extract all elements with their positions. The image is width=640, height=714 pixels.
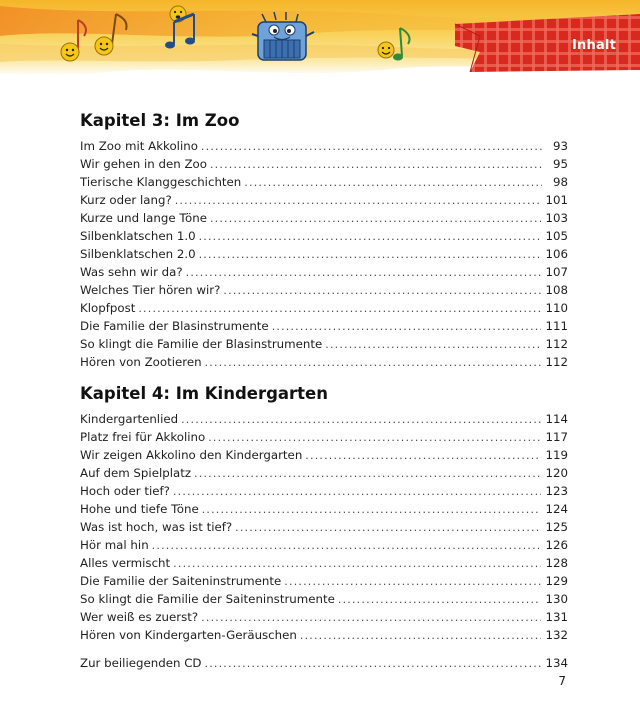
toc-entry-page: 134 — [545, 656, 568, 670]
toc-entry[interactable] — [80, 590, 568, 608]
toc-entry-page: 93 — [552, 139, 568, 153]
toc-list — [80, 137, 568, 371]
leader-dots — [138, 300, 541, 318]
leader-dots — [201, 609, 541, 627]
toc-entry[interactable] — [80, 299, 568, 317]
toc-entry-title: Kurz oder lang? — [80, 193, 172, 207]
toc-entry-title: Welches Tier hören wir? — [80, 283, 221, 297]
toc-entry[interactable] — [80, 608, 568, 626]
toc-entry-page: 107 — [545, 265, 568, 279]
toc-entry[interactable] — [80, 191, 568, 209]
toc-entry-page: 130 — [545, 592, 568, 606]
toc-entry[interactable] — [80, 263, 568, 281]
toc-entry[interactable] — [80, 209, 568, 227]
leader-dots — [325, 336, 541, 354]
leader-dots — [194, 465, 541, 483]
toc-entry[interactable] — [80, 137, 568, 155]
toc-entry[interactable] — [80, 464, 568, 482]
toc-entry-title: Platz frei für Akkolino — [80, 430, 206, 444]
table-of-contents — [80, 108, 568, 672]
chapter-3-section — [80, 108, 568, 371]
toc-entry-title: Hoch oder tief? — [80, 484, 170, 498]
toc-entry-page: 123 — [545, 484, 568, 498]
leader-dots — [244, 174, 542, 192]
leader-dots — [300, 627, 542, 645]
toc-entry-page: 103 — [545, 211, 568, 225]
toc-entry[interactable] — [80, 518, 568, 536]
chapter-title: Kapitel 3: Im Zoo — [80, 111, 240, 130]
toc-entry-page: 111 — [545, 319, 568, 333]
toc-entry[interactable] — [80, 317, 568, 335]
toc-entry[interactable] — [80, 335, 568, 353]
toc-entry-page: 126 — [545, 538, 568, 552]
toc-entry-title: So klingt die Familie der Blasinstrumente — [80, 337, 323, 351]
toc-entry-title: Hören von Kindergarten-Geräuschen — [80, 628, 297, 642]
toc-entry-page: 119 — [545, 448, 568, 462]
leader-dots — [338, 591, 542, 609]
toc-entry-page: 124 — [545, 502, 568, 516]
toc-entry-title: Im Zoo mit Akkolino — [80, 139, 198, 153]
chapter-title: Kapitel 4: Im Kindergarten — [80, 384, 328, 403]
toc-entry-page: 110 — [545, 301, 568, 315]
toc-entry-title: Tierische Klanggeschichten — [80, 175, 242, 189]
toc-entry[interactable] — [80, 410, 568, 428]
leader-dots — [173, 555, 541, 573]
toc-entry-title: Wir zeigen Akkolino den Kindergarten — [80, 448, 303, 462]
toc-entry-page: 125 — [545, 520, 568, 534]
toc-entry-title: Silbenklatschen 1.0 — [80, 229, 196, 243]
toc-entry[interactable] — [80, 353, 568, 371]
toc-entry-page: 105 — [545, 229, 568, 243]
chapter-4-section — [80, 381, 568, 644]
leader-dots — [175, 192, 542, 210]
toc-entry-title: Die Familie der Saiteninstrumente — [80, 574, 282, 588]
leader-dots — [208, 429, 541, 447]
toc-entry-title: So klingt die Familie der Saiteninstrumente — [80, 592, 335, 606]
toc-entry[interactable] — [80, 482, 568, 500]
toc-entry[interactable] — [80, 428, 568, 446]
leader-dots — [173, 483, 542, 501]
header-banner — [0, 0, 640, 82]
toc-entry[interactable] — [80, 572, 568, 590]
toc-entry[interactable] — [80, 245, 568, 263]
leader-dots — [181, 411, 541, 429]
toc-entry-title: Was ist hoch, was ist tief? — [80, 520, 233, 534]
toc-entry-title: Hören von Zootieren — [80, 355, 202, 369]
leader-dots — [201, 138, 542, 156]
section-tab-label: Inhalt — [572, 38, 616, 53]
toc-entry-page: 106 — [545, 247, 568, 261]
toc-entry-page: 132 — [545, 628, 568, 642]
toc-entry-page: 129 — [545, 574, 568, 588]
toc-entry-title: Die Familie der Blasinstrumente — [80, 319, 269, 333]
leader-dots — [272, 318, 542, 336]
toc-entry-title: Hohe und tiefe Töne — [80, 502, 199, 516]
toc-entry-title: Alles vermischt — [80, 556, 171, 570]
leader-dots — [210, 156, 542, 174]
toc-entry-title: Silbenklatschen 2.0 — [80, 247, 196, 261]
toc-entry-page: 114 — [545, 412, 568, 426]
toc-entry[interactable] — [80, 536, 568, 554]
toc-entry[interactable] — [80, 281, 568, 299]
toc-entry-page: 108 — [545, 283, 568, 297]
toc-entry-page: 128 — [545, 556, 568, 570]
toc-entry-title: Was sehn wir da? — [80, 265, 183, 279]
page-number: 7 — [558, 674, 566, 688]
toc-entry-page: 101 — [545, 193, 568, 207]
leader-dots — [152, 537, 542, 555]
toc-entry-page: 112 — [545, 337, 568, 351]
toc-entry-page: 112 — [545, 355, 568, 369]
toc-entry-title: Wer weiß es zuerst? — [80, 610, 199, 624]
toc-entry[interactable] — [80, 227, 568, 245]
toc-entry[interactable] — [80, 155, 568, 173]
leader-dots — [223, 282, 541, 300]
leader-dots — [210, 210, 542, 228]
toc-entry[interactable] — [80, 554, 568, 572]
painted-banner — [0, 0, 640, 82]
toc-extra-list — [80, 654, 568, 672]
toc-entry[interactable] — [80, 654, 568, 672]
toc-entry-page: 98 — [552, 175, 568, 189]
toc-entry-page: 117 — [545, 430, 568, 444]
leader-dots — [199, 246, 542, 264]
leader-dots — [284, 573, 541, 591]
leader-dots — [305, 447, 541, 465]
toc-entry-title: Zur beiliegenden CD — [80, 656, 202, 670]
toc-entry-title: Kindergartenlied — [80, 412, 179, 426]
toc-entry-page: 95 — [552, 157, 568, 171]
toc-entry-title: Wir gehen in den Zoo — [80, 157, 207, 171]
leader-dots — [202, 501, 542, 519]
toc-entry-title: Klopfpost — [80, 301, 136, 315]
leader-dots — [235, 519, 541, 537]
toc-entry-page: 120 — [545, 466, 568, 480]
leader-dots — [186, 264, 542, 282]
toc-entry-page: 131 — [545, 610, 568, 624]
leader-dots — [199, 228, 542, 246]
leader-dots — [205, 354, 542, 372]
toc-entry-title: Auf dem Spielplatz — [80, 466, 192, 480]
toc-entry[interactable] — [80, 446, 568, 464]
toc-entry-title: Kurze und lange Töne — [80, 211, 207, 225]
toc-entry[interactable] — [80, 626, 568, 644]
leader-dots — [205, 655, 542, 673]
toc-entry[interactable] — [80, 173, 568, 191]
toc-list — [80, 410, 568, 644]
toc-entry-title: Hör mal hin — [80, 538, 149, 552]
toc-entry[interactable] — [80, 500, 568, 518]
